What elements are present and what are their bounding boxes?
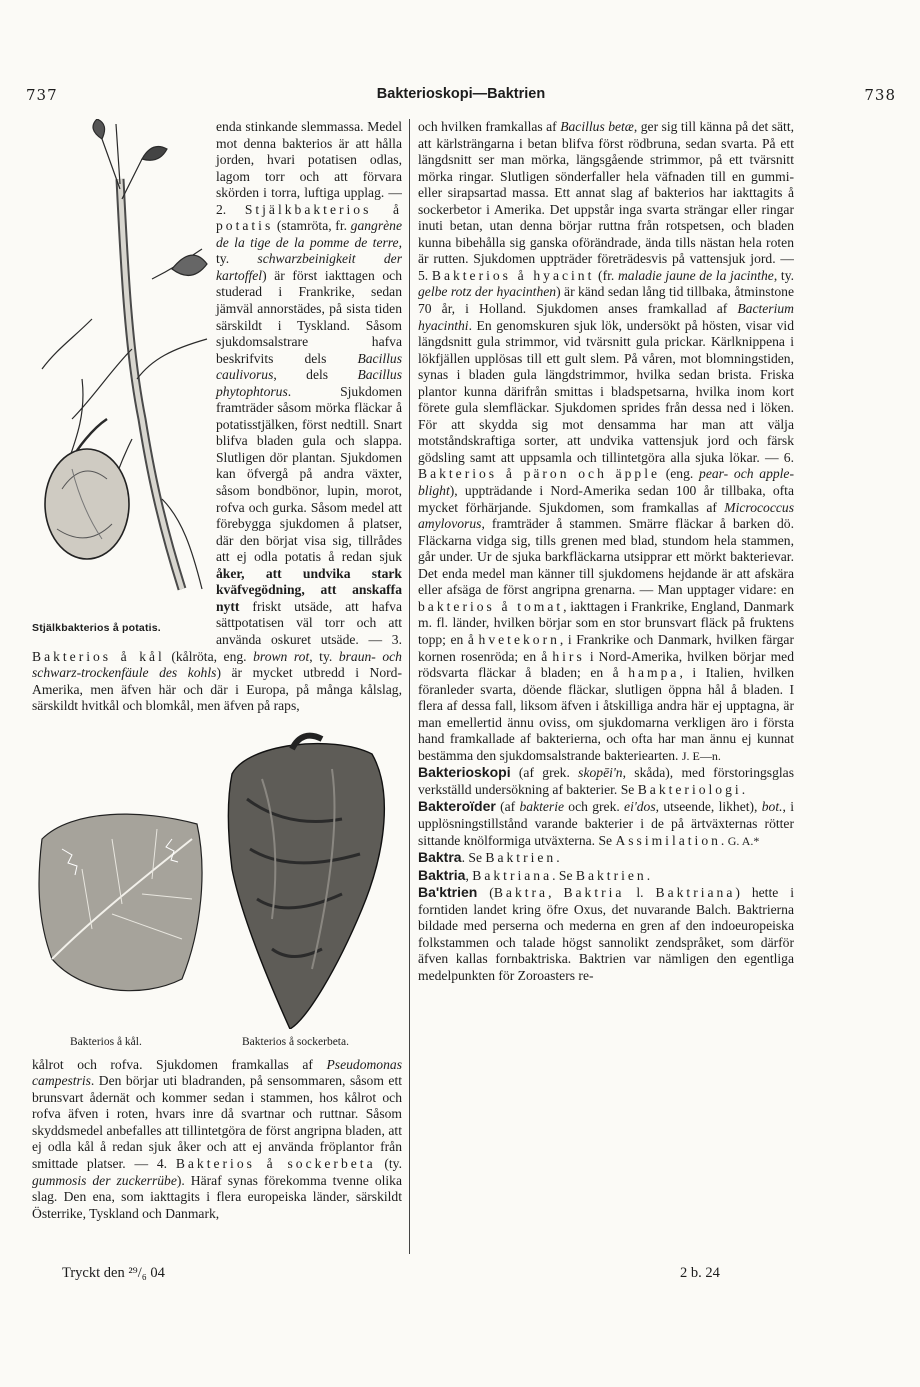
right-column (418, 119, 794, 1254)
page-header (26, 86, 896, 108)
cabbage-caption: Bakterios å kål. (70, 1036, 142, 1049)
entry-baktrien: Ba'ktrien (Baktra, Baktria l. Baktriana) hette i forntiden landet kring öfre Oxus, det nuvarande Balch. Baktrierna bildade med perserna och mederna en gren af den indoeuropeiska folkstammen och talade högst sannolikt zendspråket, som därför äfven kallas fornbaktriska. Baktrien var nämligen den egentliga medelpunkten för Zoroasters re- (418, 884, 794, 983)
page-number-right: 738 (864, 86, 896, 104)
sheet-signature: 2 b. 24 (680, 1265, 720, 1281)
left-paragraph-potato: enda stinkande slemmassa. Medel mot denna bakterios är att hålla jorden, hvari potatisen odlas, lagom torr och att förvara skörden i torra, luftiga upplag. — 2. Stjälkbakterios å potatis (stamröta, fr. gangrène de la tige de la pomme de terre, ty. schwarzbeinigkeit der kartoffel) är först iakttagen och studerad i Frankrike, sedan jämväl annorstädes, på sista tiden särskildt i Tyskland. Såsom sjukdomsalstrare hafva beskrifvits dels Bacillus caulivorus, dels Bacillus phytophtorus. Sjukdomen framträder såsom mörka fläckar å potatisstjälken, först nedtill. Snart blifva bladen gula och slappa. Slutligen dör plantan. Sjukdomen kan öfvergå på andra växter, såsom bondbönor, lupin, morot, rofva och gurka. Såsom medel att förebygga sjukdomen å platser, där den börjat visa sig, tillrådes att ej odla potatis å redan sjuk åker, att undvika stark kväfvegödning, att anskaffa nytt friskt utsäde, att hafva sättpotatisen väl torr och att använda oskuret utsäde. — 3. Bakterios å kål (kålröta, eng. brown rot, ty. braun- och schwarz-trockenfäule des kohls) är mycket utbredd i Nord-Amerika, men äfven här och där i Europa, på många kålslag, särskildt hvitkål och blomkål, men äfven på raps, (32, 119, 402, 714)
left-column (32, 119, 402, 1254)
cabbage-beet-figures (32, 729, 402, 1051)
entry-bakterioskopi: Bakterioskopi (af grek. skopēi'n, skåda), med förstoringsglas verkställd undersökning af bakterier. Se Bakteriologi. (418, 764, 794, 797)
beet-caption: Bakterios å sockerbeta. (242, 1036, 349, 1049)
left-paragraph-beet: kålrot och rofva. Sjukdomen framkallas af Pseudomonas campestris. Den börjar uti bladranden, på sensommaren, såsom ett brunsvart ådernät och kommer sedan i stammen, hos kålrot och rofva äfven i roten, hvars inre då svartnar och ruttnar. Såsom skyddsmedel anbefalles att tillintetgöra de först angripna bladen, att ej odla kål å redan sjuk åker och att ej använda fröplantor från smittade platser. — 4. Bakterios å sockerbeta (ty. gummosis der zuckerrübe). Häraf synas förekomma tvenne olika slag. Den ena, som iakttagits i flera europeiska länder, särskildt Österrike, Tyskland och Danmark, (32, 1056, 402, 1221)
entry-baktra: Baktra. Se Baktrien. (418, 849, 560, 866)
sugar-beet-drawing (228, 735, 384, 1028)
headword-baktrien: Ba'ktrien (418, 884, 478, 901)
cabbage-beet-illustration (32, 729, 402, 1029)
author-signature-2: G. A.* (727, 833, 760, 848)
headword-bakterioskopi: Bakterioskopi (418, 764, 511, 781)
print-date: Tryckt den ²⁹/₆ 04 (62, 1265, 165, 1281)
headword-bakteroider: Bakteroïder (418, 798, 496, 815)
cabbage-leaf-drawing (39, 814, 202, 991)
headword-baktria: Baktria (418, 866, 466, 883)
potato-figure-caption: Stjälkbakterios å potatis. (32, 622, 161, 635)
entry-bakteroider: Bakteroïder (af bakterie och grek. ei'dos, utseende, likhet), bot., i upplösningstillstånd varande bakterier i de på ärtväxternas rötter sittande knölformiga utväxterna. Se Assimilation. G. A.* (418, 798, 794, 848)
potato-figure (32, 119, 212, 641)
entry-baktria: Baktria, Baktriana. Se Baktrien. (418, 866, 651, 883)
column-divider (409, 119, 410, 1254)
potato-plant-illustration (32, 119, 212, 619)
right-paragraph-bacteriosis: och hvilken framkallas af Bacillus betæ, ger sig till känna på det sätt, att kärlsträngarna i betan blifva först rödbruna, sedan svarta. På ett längdsnitt ser man mörka, längsgående strimmor, på ett tvärsnitt mörka ringar. Slutligen sönderfaller hela väfnaden till en gummi- eller sirapsartad massa. Ett annat slag af bakterios har iakttagits å sockerbetor i Amerika. Det uppstår inga svarta strängar eller ringar inuti betan, utan denna börjar ruttna från rotspetsen, och bladen kunna bibehålla sig ganska oförändrade, ända tills nästan hela roten är rutten. Sjukdomen uppträder företrädesvis på vattensjuk jord. — 5. Bakterios å hyacint (fr. maladie jaune de la jacinthe, ty. gelbe rotz der hyacinthen) är känd sedan lång tid tillbaka, åtminstone 70 år, i Holland. Sjukdomen anses framkallad af Bacterium hyacinthi. En genomskuren sjuk lök, undersökt på hösten, visar vid längdsnitt gula strimmor, vid tvärsnitt gula prickar. Kärlknippena i lökfjällen upplösas till ett gult slem. På våren, mot blomningstiden, synas i bladen gula längdstrimmor, hvilka sedan brista. Friska plantor kunna därifrån smittas i bladspetsarna, hvilka inom kort förete gula slemfläckar. Sjukdomen sprides från dessa ned i löken. För att skydda sig mot densamma har man att välja motståndskraftiga sorter, att undvika vattensjuk jord och färsk gödsling samt att uppsamla och tillintetgöra alla sjuka lökar. — 6. Bakterios å päron och äpple (eng. pear- och apple-blight), uppträdande i Nord-Amerika sedan 100 år tillbaka, ofta mycket förhärjande. Sjukdomen, som framkallas af Micrococcus amylovorus, framträder å stammen. Smärre fläckar å barken dö. Fläckarna vidga sig, tills grenen med blad, stundom hela stammen, går under. Ur de sjuka barkfläckarna utsipprar ett mörkt bakterievar. Det enda medel man känner till sjukdomens hejdande är att afskära eller afsäga de först angripna grenarna. — Man upptager vidare: en bakterios å tomat, iakttagen i Frankrike, England, Danmark m. fl. länder, hvilken börjar som en stor brunsvart fläck på fruktens topp; en å hvetekorn, i Frankrike och Danmark, hvilken färgar kornen rosenröda; en å hirs i Nord-Amerika, hvilken börjar med rödsvarta fläckar å bladen; en å hampa, i Italien, hvilken föranleder svarta, döende fläckar, slutligen öppna hål å bladen. I flera af dessa fall, liksom äfven i åtskilliga andra här ej upptagna, är man emellertid ännu oviss, om sjukdomarna verkligen äro i första hand framkallade af bakterierna, och ofta har man ännu ej kunnat bestämma den sjukdomsalstrande bakteriearten. J. E—n. (418, 119, 794, 763)
running-title: Bakterioskopi—Baktrien (376, 86, 546, 102)
headword-baktra: Baktra (418, 849, 462, 866)
author-signature-1: J. E—n. (681, 748, 721, 763)
page-number-left: 737 (26, 86, 58, 104)
